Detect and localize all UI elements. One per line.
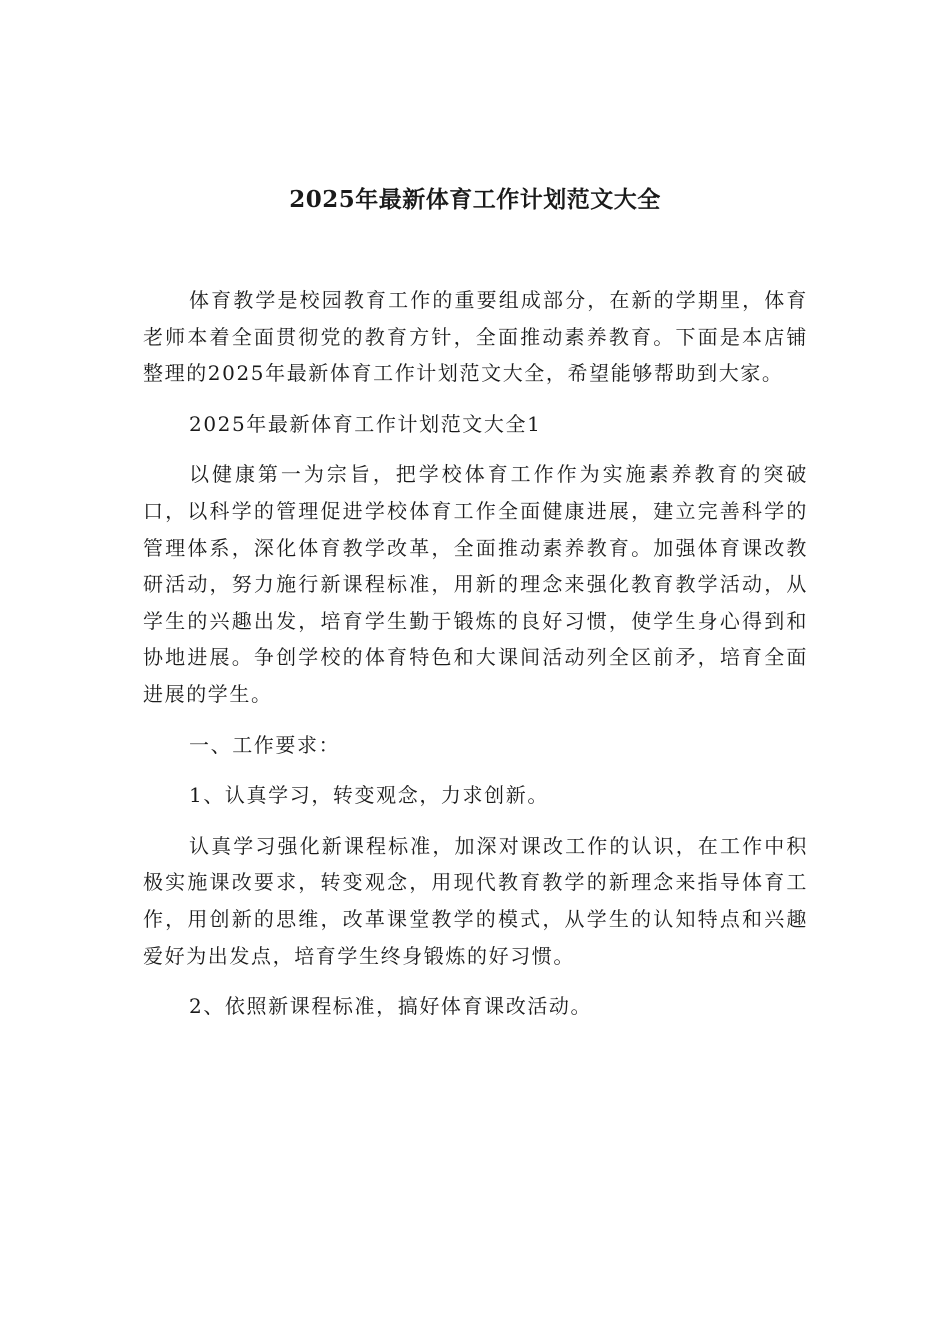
document-body xyxy=(143,282,808,1025)
document-title: 2025年最新体育工作计划范文大全 xyxy=(289,186,661,213)
intro-paragraph: 体育教学是校园教育工作的重要组成部分，在新的学期里，体育老师本着全面贯彻党的教育方针，全面推动素养教育。下面是本店铺整理的2025年最新体育工作计划范文大全，希望能够帮助到大家。 xyxy=(143,288,808,386)
subsection-heading: 一、工作要求： xyxy=(189,732,341,757)
body-paragraph: 以健康第一为宗旨，把学校体育工作作为实施素养教育的突破口，以科学的管理促进学校体育工作全面健康进展，建立完善科学的管理体系，深化体育教学改革，全面推动素养教育。加强体育课改教研活动，努力施行新课程标准，用新的理念来强化教育教学活动，从学生的兴趣出发，培育学生勤于锻炼的良好习惯，使学生身心得到和协地进展。争创学校的体育特色和大课间活动列全区前矛，培育全面进展的学生。 xyxy=(143,462,808,706)
section-heading: 2025年最新体育工作计划范文大全1 xyxy=(189,411,542,436)
list-item-heading: 1、认真学习，转变观念，力求创新。 xyxy=(189,783,549,808)
list-item-heading: 2、依照新课程标准，搞好体育课改活动。 xyxy=(189,994,593,1019)
body-paragraph: 认真学习强化新课程标准，加深对课改工作的认识，在工作中积极实施课改要求，转变观念，用现代教育教学的新理念来指导体育工作，用创新的思维，改革课堂教学的模式，从学生的认知特点和兴趣爱好为出发点，培育学生终身锻炼的好习惯。 xyxy=(143,833,808,968)
